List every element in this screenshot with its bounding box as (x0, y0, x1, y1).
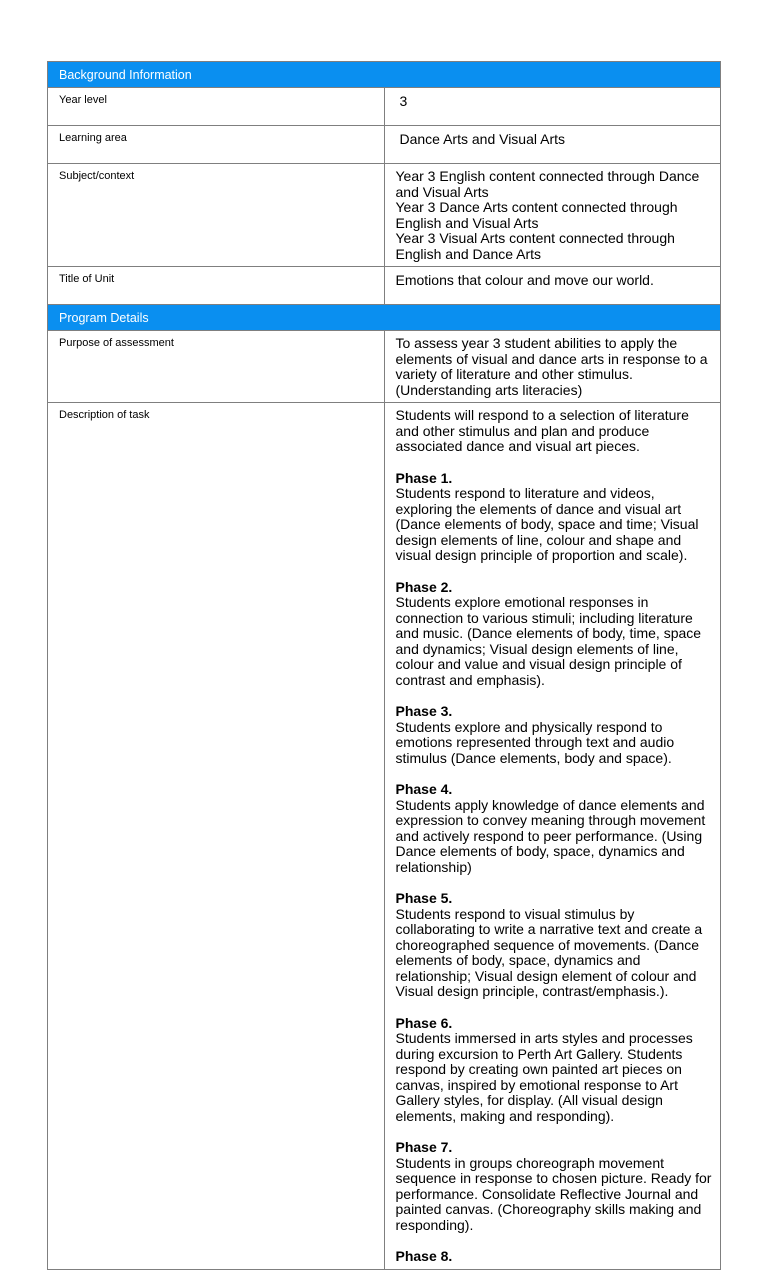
phase-title: Phase 4. (395, 781, 453, 797)
phase-text: Students in groups choreograph movement sequence in response to chosen picture. Ready for performance. Consolidate Reflective Journal and painted canvas. (Choreography skills making and responding). (395, 1154, 712, 1233)
subject-context-label: Subject/context (48, 164, 385, 267)
learning-area-value (384, 126, 721, 164)
background-section-header (48, 62, 721, 88)
phase-text: Students explore emotional responses in connection to various stimuli; including literature and music. (Dance elements of body, time, space and dynamics; Visual design elements of line, colour and value and visual design principle of contrast and emphasis). (395, 594, 702, 688)
subject-context-line: Year 3 Visual Arts content connected through English and Dance Arts (395, 230, 675, 262)
phase-block (396, 782, 715, 875)
purpose-value: To assess year 3 student abilities to apply the elements of visual and dance arts in response to a variety of literature and other stimulus. (Understanding arts literacies) (384, 331, 721, 403)
phase-title: Phase 5. (395, 890, 453, 906)
year-level-row (48, 88, 721, 126)
phase-title: Phase 8. (395, 1248, 453, 1264)
phase-title: Phase 3. (395, 703, 453, 719)
learning-area-text: Dance Arts and Visual Arts (399, 131, 565, 147)
subject-context-line: Year 3 English content connected through Dance and Visual Arts (395, 168, 700, 200)
phase-block (396, 471, 715, 564)
phase-block (396, 1140, 715, 1233)
description-value (384, 403, 721, 1270)
year-level-value (384, 88, 721, 126)
phase-block (396, 580, 715, 689)
title-of-unit-value: Emotions that colour and move our world. (384, 267, 721, 305)
description-row (48, 403, 721, 1270)
background-section-title: Background Information (48, 62, 721, 88)
phase-title: Phase 1. (395, 469, 453, 486)
title-of-unit-row (48, 267, 721, 305)
subject-context-row (48, 164, 721, 267)
phase-text: Students explore and physically respond to emotions represented through text and audio stimulus (Dance elements, body and space). (395, 718, 675, 766)
learning-area-label: Learning area (48, 126, 385, 164)
year-level-label: Year level (48, 88, 385, 126)
phase-text: Students immersed in arts styles and processes during excursion to Perth Art Gallery. Students respond by creating own painted art pieces on canvas, inspired by emotional response to Art Gallery styles, for display. (All visual design elements, making and responding). (395, 1030, 693, 1124)
learning-area-row (48, 126, 721, 164)
subject-context-line: Year 3 Dance Arts content connected through English and Visual Arts (395, 199, 678, 231)
phase-title: Phase 7. (395, 1139, 453, 1155)
purpose-row (48, 331, 721, 403)
phase-block (396, 704, 715, 766)
program-section-title: Program Details (48, 305, 721, 331)
phase-title: Phase 6. (395, 1014, 453, 1031)
purpose-label: Purpose of assessment (48, 331, 385, 403)
phase-title: Phase 2. (395, 578, 453, 595)
phase-block (396, 1016, 715, 1125)
year-level-text: 3 (399, 93, 408, 109)
title-of-unit-label: Title of Unit (48, 267, 385, 305)
description-intro: Students will respond to a selection of literature and other stimulus and plan and produce associated dance and visual art pieces. (395, 407, 689, 454)
phase-text: Students respond to literature and videos, exploring the elements of dance and visual art (Dance elements of body, space and time; Visual design elements of line, colour and shape and visual design principle of proportion and scale). (395, 485, 699, 563)
phase-text: Students respond to visual stimulus by collaborating to write a narrative text and create a choreographed sequence of movements. (Dance elements of body, space, dynamics and relationship; Visual design element of colour and Visual design principle, contrast/emphasis.). (395, 905, 703, 999)
description-label: Description of task (48, 403, 385, 1270)
phase-block (396, 1249, 715, 1265)
phase-block (396, 891, 715, 1000)
phase-text: Students apply knowledge of dance elements and expression to convey meaning through movement and actively respond to peer performance. (Using Dance elements of body, space, dynamics and relationship) (395, 796, 706, 875)
subject-context-value (384, 164, 721, 267)
program-section-header (48, 305, 721, 331)
assessment-table (47, 61, 721, 1270)
